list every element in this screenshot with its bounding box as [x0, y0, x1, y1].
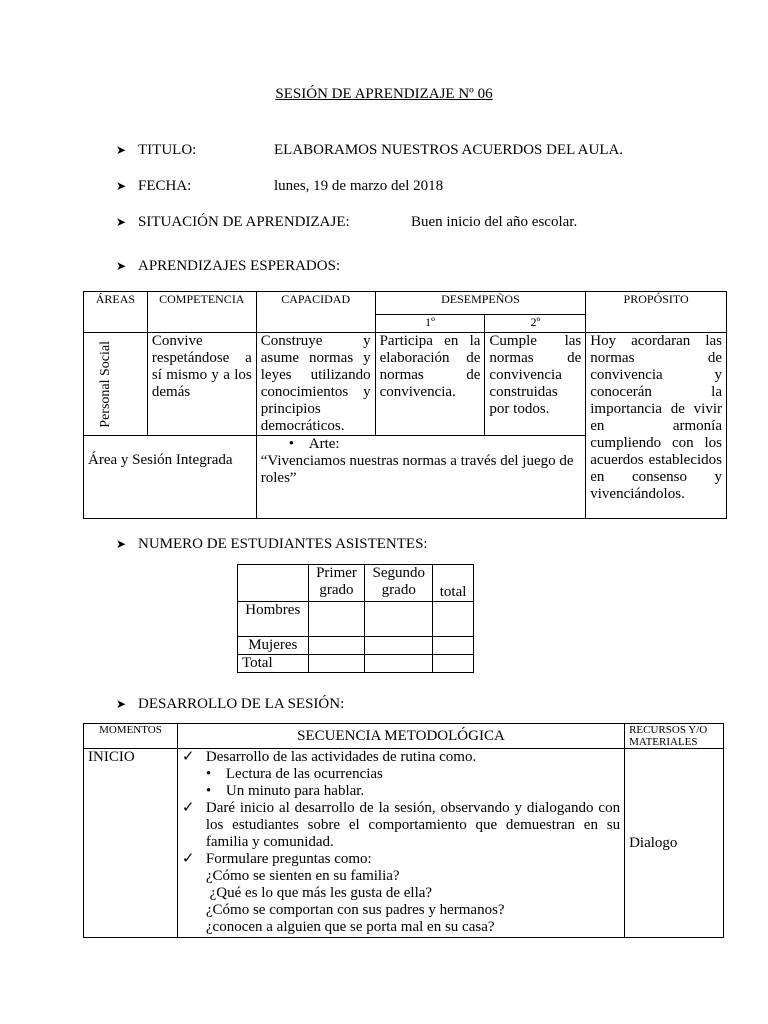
col-primer-grado: Primer grado	[308, 565, 365, 602]
question-2: ¿Qué es lo que más les gusta de ella?	[205, 885, 433, 901]
arrow-icon: ➤	[116, 537, 127, 551]
proposito-cell: Hoy acordaran las normas de convivencia y conocerán la importancia de vivir en armonía cumpliendo con los acuerdos establecidos en consenso y vivenciándolos.	[586, 333, 727, 519]
desempeno-2-cell: Cumple las normas de convivencia construidas por todos.	[485, 333, 586, 436]
item-rutina	[182, 749, 620, 766]
integrada-item-text: Arte:	[308, 436, 340, 452]
desempeno-1-cell: Participa en la elaboración de normas de convivencia.	[375, 333, 485, 436]
capacidad-cell: Construye y asume normas y leyes utilizando conocimientos y principios democráticos.	[256, 333, 375, 436]
header-capacidad: CAPACIDAD	[256, 292, 375, 333]
question-4: ¿conocen a alguien que se porta mal en su casa?	[205, 919, 495, 935]
item-rutina-text: Desarrollo de las actividades de rutina como.	[205, 749, 477, 765]
integrada-label: Área y Sesión Integrada	[84, 436, 257, 519]
bullet-icon: •	[288, 436, 295, 452]
desarrollo-table	[83, 723, 724, 938]
fecha-value: lunes, 19 de marzo del 2018	[274, 178, 444, 194]
cell	[365, 655, 433, 673]
desarrollo-label: DESARROLLO DE LA SESIÓN:	[138, 696, 345, 712]
header-recursos: RECURSOS Y/O MATERIALES	[625, 724, 724, 749]
titulo-row	[116, 142, 196, 159]
recurso-dialogo: Dialogo	[625, 749, 724, 938]
question-3: ¿Cómo se comportan con sus padres y hermanos?	[205, 902, 505, 918]
cell	[365, 637, 433, 655]
arrow-icon: ➤	[116, 215, 127, 229]
cell	[433, 655, 474, 673]
desarrollo-row	[116, 696, 344, 713]
header-proposito: PROPÓSITO	[586, 292, 727, 333]
header-desempeno-1: 1º	[375, 315, 485, 333]
situacion-value: Buen inicio del año escolar.	[411, 214, 578, 230]
arrow-icon: ➤	[116, 259, 127, 273]
aprendizajes-label: APRENDIZAJES ESPERADOS:	[138, 258, 341, 274]
integrada-cell	[256, 436, 585, 519]
item-preguntas	[182, 851, 620, 868]
estudiantes-table	[237, 564, 474, 673]
empty-corner	[238, 565, 309, 602]
situacion-label: SITUACIÓN DE APRENDIZAJE:	[138, 214, 350, 230]
col-total: total	[433, 565, 474, 602]
integrada-text: “Vivenciamos nuestras normas a través del juego de roles”	[260, 453, 574, 486]
titulo-label: TITULO:	[138, 142, 197, 158]
item-desarrollo	[182, 800, 620, 851]
cell	[308, 637, 365, 655]
area-name: Personal Social	[98, 340, 114, 428]
momento-inicio: INICIO	[84, 749, 178, 938]
header-desempeno-2: 2º	[485, 315, 586, 333]
cell	[308, 655, 365, 673]
cell	[433, 602, 474, 637]
header-momentos: MOMENTOS	[84, 724, 178, 749]
integrada-item	[261, 436, 581, 453]
competencia-cell: Convive respetándose a sí mismo y a los demás	[147, 333, 256, 436]
secuencia-cell	[177, 749, 624, 938]
aprendizajes-row	[116, 258, 340, 275]
header-secuencia: SECUENCIA METODOLÓGICA	[177, 724, 624, 749]
header-desempenos: DESEMPEÑOS	[375, 292, 586, 315]
checkmark-icon: ✓	[181, 800, 195, 816]
question-1: ¿Cómo se sienten en su familia?	[205, 868, 400, 884]
aprendizajes-table	[83, 291, 727, 519]
item-desarrollo-text: Daré inicio al desarrollo de la sesión, observando y dialogando con los estudiantes sobre el comportamiento que demuestran en su familia y comunidad.	[205, 800, 621, 850]
sub-item-minuto: • Un minuto para hablar.	[226, 783, 620, 800]
fecha-row	[116, 178, 191, 195]
situacion-row	[116, 214, 350, 231]
arrow-icon: ➤	[116, 697, 127, 711]
arrow-icon: ➤	[116, 143, 127, 157]
arrow-icon: ➤	[116, 179, 127, 193]
row-mujeres: Mujeres	[238, 637, 309, 655]
row-total: Total	[238, 655, 309, 673]
item-preguntas-text: Formulare preguntas como:	[205, 851, 372, 867]
col-segundo-grado: Segundo grado	[365, 565, 433, 602]
estudiantes-label: NUMERO DE ESTUDIANTES ASISTENTES:	[138, 536, 428, 552]
cell	[433, 637, 474, 655]
titulo-value: ELABORAMOS NUESTROS ACUERDOS DEL AULA.	[274, 142, 624, 158]
estudiantes-row	[116, 536, 428, 553]
page-title: SESIÓN DE APRENDIZAJE Nº 06	[275, 86, 493, 102]
checkmark-icon: ✓	[181, 749, 195, 765]
sub-item-ocurrencias: • Lectura de las ocurrencias	[226, 766, 620, 783]
area-cell	[84, 333, 148, 436]
header-areas: ÁREAS	[84, 292, 148, 333]
cell	[308, 602, 365, 637]
checkmark-icon: ✓	[181, 851, 195, 867]
row-hombres: Hombres	[238, 602, 309, 637]
fecha-label: FECHA:	[138, 178, 192, 194]
header-competencia: COMPETENCIA	[147, 292, 256, 333]
cell	[365, 602, 433, 637]
